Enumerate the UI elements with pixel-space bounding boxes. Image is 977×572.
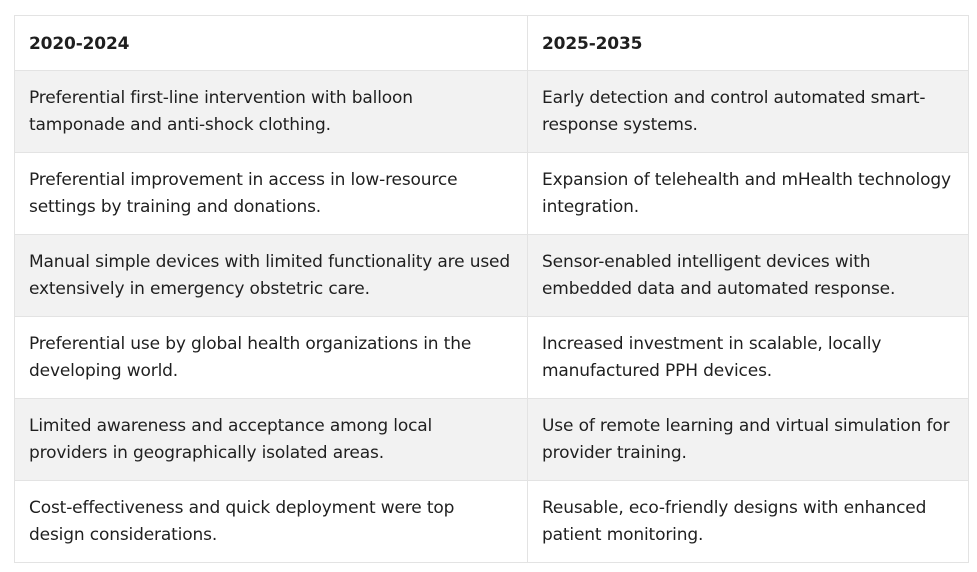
table-cell-2025-2035: Expansion of telehealth and mHealth technology integration.: [528, 153, 969, 235]
table-row: [15, 399, 969, 481]
comparison-table: [14, 15, 969, 563]
table-cell-2020-2024: Manual simple devices with limited functionality are used extensively in emergency obstetric care.: [15, 235, 528, 317]
comparison-table-container: [14, 15, 968, 563]
table-row: [15, 481, 969, 563]
table-cell-2025-2035: Reusable, eco-friendly designs with enhanced patient monitoring.: [528, 481, 969, 563]
header-period-2020-2024: 2020-2024: [15, 16, 528, 71]
table-cell-2025-2035: Use of remote learning and virtual simulation for provider training.: [528, 399, 969, 481]
table-row: [15, 71, 969, 153]
table-cell-2020-2024: Limited awareness and acceptance among local providers in geographically isolated areas.: [15, 399, 528, 481]
table-cell-2020-2024: Preferential improvement in access in low-resource settings by training and donations.: [15, 153, 528, 235]
table-row: [15, 153, 969, 235]
table-row: [15, 235, 969, 317]
table-header-row: [15, 16, 969, 71]
table-cell-2020-2024: Preferential use by global health organizations in the developing world.: [15, 317, 528, 399]
table-cell-2025-2035: Increased investment in scalable, locally manufactured PPH devices.: [528, 317, 969, 399]
table-cell-2025-2035: Early detection and control automated smart-response systems.: [528, 71, 969, 153]
table-cell-2025-2035: Sensor-enabled intelligent devices with embedded data and automated response.: [528, 235, 969, 317]
header-period-2025-2035: 2025-2035: [528, 16, 969, 71]
table-cell-2020-2024: Cost-effectiveness and quick deployment were top design considerations.: [15, 481, 528, 563]
table-row: [15, 317, 969, 399]
table-cell-2020-2024: Preferential first-line intervention with balloon tamponade and anti-shock clothing.: [15, 71, 528, 153]
